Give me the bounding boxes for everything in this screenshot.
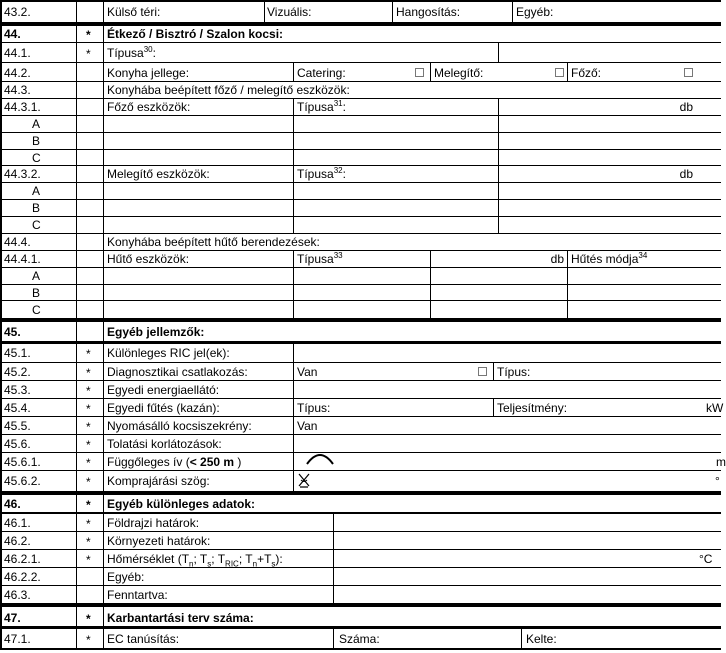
label-tolatasi: Tolatási korlátozások: bbox=[107, 437, 222, 451]
required-star: * bbox=[86, 384, 91, 398]
label-van: Van bbox=[297, 419, 318, 433]
label-diagnosztikai: Diagnosztikai csatlakozás: bbox=[107, 365, 248, 379]
angle-icon bbox=[297, 472, 311, 488]
unit-db: db bbox=[550, 252, 564, 266]
row-number: 44.3. bbox=[4, 83, 31, 97]
label-ec-tanusitas: EC tanúsítás: bbox=[107, 632, 180, 646]
left-border bbox=[0, 0, 2, 650]
unit-celsius: °C bbox=[699, 552, 713, 566]
required-star: * bbox=[86, 347, 91, 361]
section-number: 46. bbox=[4, 497, 21, 511]
label-szama: Száma: bbox=[339, 632, 380, 646]
row-number: 44.4.1. bbox=[4, 252, 41, 266]
label-egyeb: Egyéb: bbox=[516, 5, 554, 19]
label-melegito: Melegítő: bbox=[434, 66, 484, 80]
sub-item-letter: C bbox=[32, 151, 41, 165]
label-melegito-eszkozok: Melegítő eszközök: bbox=[107, 167, 210, 181]
row-number: 45.3. bbox=[4, 383, 31, 397]
label-ric-jel: Különleges RIC jel(ek): bbox=[107, 346, 230, 360]
label-nyomasallo: Nyomásálló kocsiszekrény: bbox=[107, 419, 252, 433]
section-44-top-rule bbox=[0, 22, 721, 26]
required-star: * bbox=[86, 420, 91, 434]
label-foldrajzi: Földrajzi határok: bbox=[107, 516, 200, 530]
required-star: * bbox=[86, 366, 91, 380]
required-star: * bbox=[86, 28, 91, 42]
label-komprajarasi: Komprajárási szög: bbox=[107, 474, 210, 488]
required-star: * bbox=[86, 535, 91, 549]
label-konyha-jellege: Konyha jellege: bbox=[107, 66, 190, 80]
label-tipusa: Típusa$^{33}$ bbox=[297, 251, 343, 266]
unit-db: db bbox=[679, 100, 693, 114]
required-star: * bbox=[86, 612, 91, 626]
row-number: 46.1. bbox=[4, 516, 31, 530]
bottom-border bbox=[0, 648, 721, 650]
label-tipus: Típus: bbox=[297, 401, 331, 415]
label-beepitett-huto: Konyhába beépített hűtő berendezések: bbox=[107, 235, 320, 249]
label-beepitett-fozo: Konyhába beépített főző / melegítő eszközök: bbox=[107, 83, 350, 97]
row-number: 45.2. bbox=[4, 365, 31, 379]
sub-item-letter: A bbox=[32, 184, 41, 198]
checkbox-icon[interactable] bbox=[684, 68, 693, 77]
label-fozo: Főző: bbox=[571, 66, 602, 80]
label-hangositas: Hangosítás: bbox=[396, 5, 461, 19]
required-star: * bbox=[86, 498, 91, 512]
sub-item-letter: B bbox=[32, 201, 41, 215]
label-catering: Catering: bbox=[297, 66, 346, 80]
row-number: 45.6.1. bbox=[4, 455, 41, 469]
label-huto-eszkozok: Hűtő eszközök: bbox=[107, 252, 190, 266]
row-number: 45.5. bbox=[4, 419, 31, 433]
label-energiaellato: Egyedi energiaellátó: bbox=[107, 383, 220, 397]
sub-item-letter: C bbox=[32, 303, 41, 317]
sub-item-letter: B bbox=[32, 286, 41, 300]
sub-item-letter: A bbox=[32, 269, 41, 283]
required-star: * bbox=[86, 402, 91, 416]
row-number: 46.2.1. bbox=[4, 552, 41, 566]
row-number: 44.2. bbox=[4, 66, 31, 80]
required-star: * bbox=[86, 553, 91, 567]
arc-icon bbox=[305, 452, 335, 466]
top-border bbox=[0, 0, 721, 2]
label-egyeb: Egyéb: bbox=[107, 570, 145, 584]
row-number: 44.3.2. bbox=[4, 167, 41, 181]
checkbox-icon[interactable] bbox=[478, 367, 487, 376]
row-number: 47.1. bbox=[4, 632, 31, 646]
label-hutes-modja: Hűtés módja$^{34}$ bbox=[571, 251, 648, 266]
checkbox-icon[interactable] bbox=[555, 68, 564, 77]
sub-item-letter: A bbox=[32, 117, 41, 131]
row-number: 45.6.2. bbox=[4, 474, 41, 488]
label-tipus: Típus: bbox=[497, 365, 531, 379]
label-homerseklet: Hőmérséklet ($T_n$; $T_s$; $T_{RIC}$; $T_n+T_s$): bbox=[107, 552, 283, 569]
section-number: 44. bbox=[4, 27, 21, 41]
row-number: 43.2. bbox=[4, 5, 31, 19]
row-number: 46.2.2. bbox=[4, 570, 41, 584]
label-fenntartva: Fenntartva: bbox=[107, 588, 168, 602]
sub-item-letter: C bbox=[32, 218, 41, 232]
label-kelte: Kelte: bbox=[526, 632, 557, 646]
label-fozo-eszkozok: Főző eszközök: bbox=[107, 100, 191, 114]
section-title: Étkező / Bisztró / Szalon kocsi: bbox=[107, 27, 284, 41]
label-tipusa: Típusa$^{31}$: bbox=[297, 99, 346, 114]
unit-kw: kW bbox=[706, 401, 724, 415]
sub-item-letter: B bbox=[32, 134, 41, 148]
unit-degree: ° bbox=[715, 474, 720, 488]
row-number: 46.2. bbox=[4, 534, 31, 548]
section-number: 47. bbox=[4, 611, 21, 625]
label-kornyezeti: Környezeti határok: bbox=[107, 534, 211, 548]
section-46-top-rule bbox=[0, 491, 721, 495]
section-47-top-rule bbox=[0, 603, 721, 607]
section-45-top-rule bbox=[0, 318, 721, 322]
section-number: 45. bbox=[4, 325, 21, 339]
label-egyedi-futes: Egyedi fűtés (kazán): bbox=[107, 401, 220, 415]
unit-m: m bbox=[716, 455, 726, 469]
required-star: * bbox=[86, 438, 91, 452]
label-tipusa: Típusa$^{32}$: bbox=[297, 166, 346, 181]
row-number: 45.6. bbox=[4, 437, 31, 451]
section-title: Egyéb jellemzők: bbox=[107, 325, 205, 339]
label-kulso-teri: Külső téri: bbox=[107, 5, 161, 19]
row-number: 45.1. bbox=[4, 346, 31, 360]
row-number: 44.1. bbox=[4, 46, 31, 60]
required-star: * bbox=[86, 633, 91, 647]
label-teljesitmeny: Teljesítmény: bbox=[497, 401, 568, 415]
unit-db: db bbox=[679, 167, 693, 181]
required-star: * bbox=[86, 47, 91, 61]
section-title: Karbantartási terv száma: bbox=[107, 611, 254, 625]
required-star: * bbox=[86, 475, 91, 489]
label-tipusa: Típusa$^{30}$: bbox=[107, 45, 156, 60]
row-number: 45.4. bbox=[4, 401, 31, 415]
row-number: 44.3.1. bbox=[4, 100, 41, 114]
label-fuggoleges-iv: Függőleges ív (< 250 m ) bbox=[107, 455, 242, 469]
row-number: 46.3. bbox=[4, 588, 31, 602]
checkbox-icon[interactable] bbox=[415, 68, 424, 77]
label-vizualis: Vizuális: bbox=[267, 5, 312, 19]
required-star: * bbox=[86, 517, 91, 531]
row-number: 44.4. bbox=[4, 235, 31, 249]
section-title: Egyéb különleges adatok: bbox=[107, 497, 256, 511]
label-van: Van bbox=[297, 365, 318, 379]
required-star: * bbox=[86, 456, 91, 470]
